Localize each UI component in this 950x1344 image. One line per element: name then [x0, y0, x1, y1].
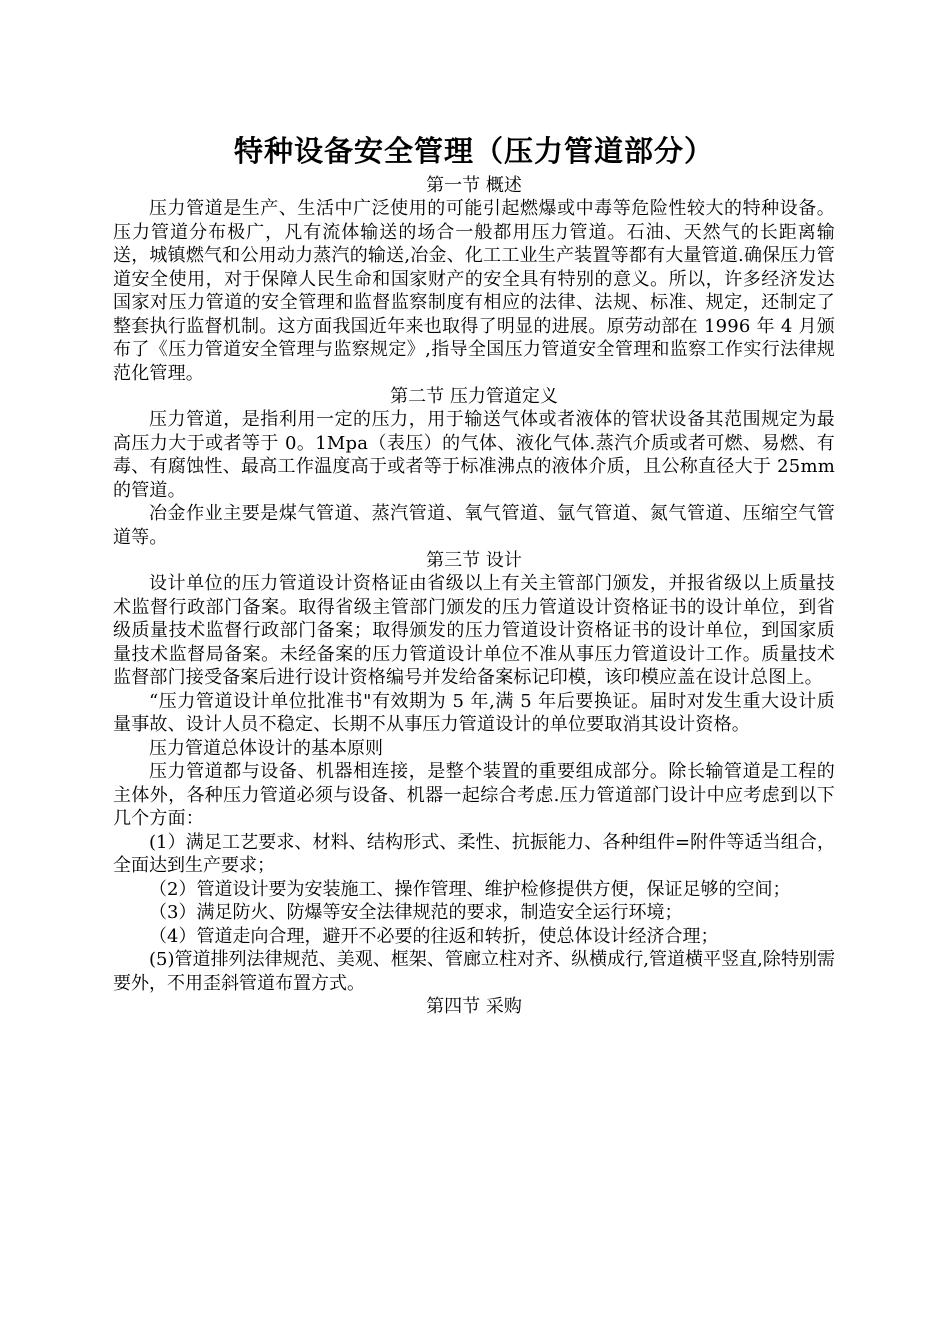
paragraph-overview: 压力管道是生产、生活中广泛使用的可能引起燃爆或中毒等危险性较大的特种设备。压力管道分布极广，凡有流体输送的场合一般都用压力管道。石油、天然气的长距离输送，城镇燃气和公用动力蒸汽的输送,冶金、化工工业生产装置等都有大量管道.确保压力管道安全使用，对于保障人民生命和国家财产的安全具有特别的意义。所以，许多经济发达国家对压力管道的安全管理和监督监察制度有相应的法律、法规、标准、规定，还制定了整套执行监督机制。这方面我国近年来也取得了明显的进展。原劳动部在 1996 年 4 月颁布了《压力管道安全管理与监察规定》,指导全国压力管道安全管理和监察工作实行法律规范化管理。: [113, 198, 835, 384]
section-heading-design: 第三节 设计: [426, 550, 522, 571]
paragraph-metallurgy: 冶金作业主要是煤气管道、蒸汽管道、氧气管道、氩气管道、氮气管道、压缩空气管道等。: [113, 503, 835, 548]
section-heading-definition: 第二节 压力管道定义: [390, 386, 558, 407]
design-principles-subheading: 压力管道总体设计的基本原则: [149, 737, 383, 759]
paragraph-definition: 压力管道，是指利用一定的压力，用于输送气体或者液体的管状设备其范围规定为最高压力大于或者等于 0。1Mpa（表压）的气体、液化气体.蒸汽介质或者可燃、易燃、有毒、有腐蚀性、最高工作温度高于或者等于标准沸点的液体介质，且公称直径大于 25mm 的管道。: [113, 409, 835, 501]
list-item: (1）满足工艺要求、材料、结构形式、柔性、抗振能力、各种组件=附件等适当组合，全面达到生产要求；: [113, 831, 835, 876]
document-title: 特种设备安全管理（压力管道部分）: [233, 134, 714, 168]
section-heading-procurement: 第四节 采购: [426, 996, 522, 1017]
paragraph-design-intro: 压力管道都与设备、机器相连接，是整个装置的重要组成部分。除长输管道是工程的主体外，各种压力管道必须与设备、机器一起综合考虑.压力管道部门设计中应考虑到以下几个方面：: [113, 761, 835, 829]
list-item: (5)管道排列法律规范、美观、框架、管廊立柱对齐、纵横成行,管道横平竖直,除特别需要外，不用歪斜管道布置方式。: [113, 949, 835, 994]
document-body: [113, 128, 835, 1018]
paragraph-design-qualification: 设计单位的压力管道设计资格证由省级以上有关主管部门颁发，并报省级以上质量技术监督行政部门备案。取得省级主管部门颁发的压力管道设计资格证书的设计单位，到省级质量技术监督行政部门备案；取得颁发的压力管道设计资格证书的设计单位，到国家质量技术监督局备案。未经备案的压力管道设计单位不准从事压力管道设计工作。质量技术监督部门接受备案后进行设计资格编号并发给备案标记印模，该印模应盖在设计总图上。: [113, 573, 835, 688]
list-item: （2）管道设计要为安装施工、操作管理、维护检修提供方便，保证足够的空间；: [149, 878, 791, 900]
paragraph-design-approval: “压力管道设计单位批准书"有效期为 5 年,满 5 年后要换证。届时对发生重大设计质量事故、设计人员不稳定、长期不从事压力管道设计的单位要取消其设计资格。: [113, 690, 835, 735]
list-item: （3）满足防火、防爆等安全法律规范的要求，制造安全运行环境；: [149, 902, 683, 923]
section-heading-overview: 第一节 概述: [426, 175, 522, 196]
list-item: （4）管道走向合理，避开不必要的往返和转折，使总体设计经济合理；: [149, 925, 719, 947]
